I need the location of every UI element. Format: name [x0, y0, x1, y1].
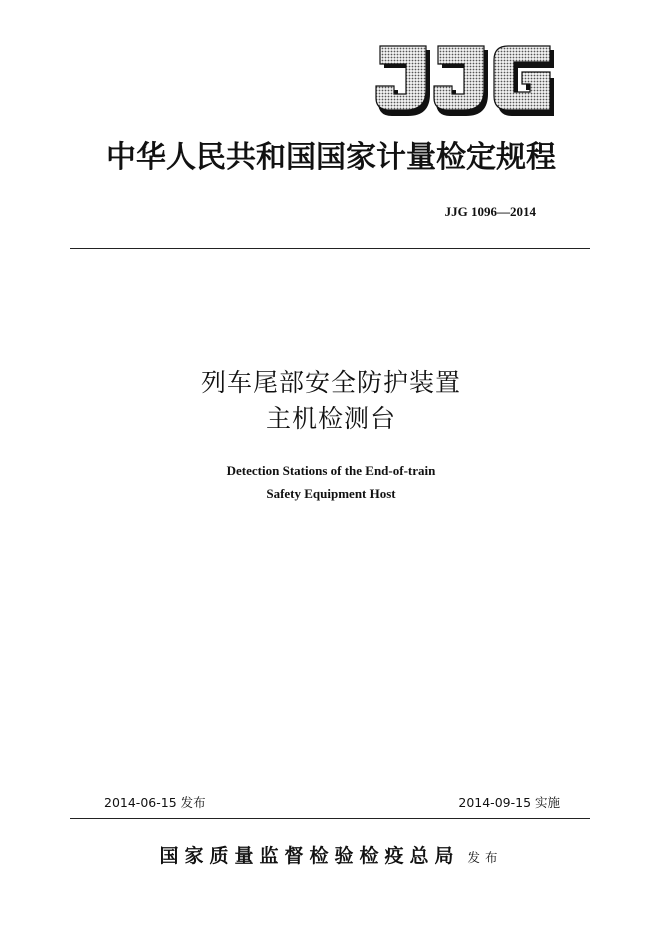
publish-verb: 发布 [467, 850, 503, 865]
implementation-date: 2014-09-15 实施 [458, 795, 560, 810]
header-divider [70, 248, 590, 249]
issue-date: 2014-06-15 发布 [104, 795, 206, 810]
title-english-line-1: Detection Stations of the End-of-train [226, 463, 436, 478]
publisher-name: 国家质量监督检验检疫总局 [159, 845, 460, 867]
title-chinese-line-2: 主机检测台 [265, 404, 396, 433]
footer-divider [70, 818, 590, 819]
jjg-logo [372, 40, 558, 120]
title-chinese-line-1: 列车尾部安全防护装置 [200, 368, 461, 397]
document-number: JJG 1096—2014 [444, 204, 536, 219]
title-english-line-2: Safety Equipment Host [266, 486, 396, 501]
regulation-series-title: 中华人民共和国国家计量检定规程 [106, 140, 556, 175]
publisher-line [0, 842, 662, 872]
